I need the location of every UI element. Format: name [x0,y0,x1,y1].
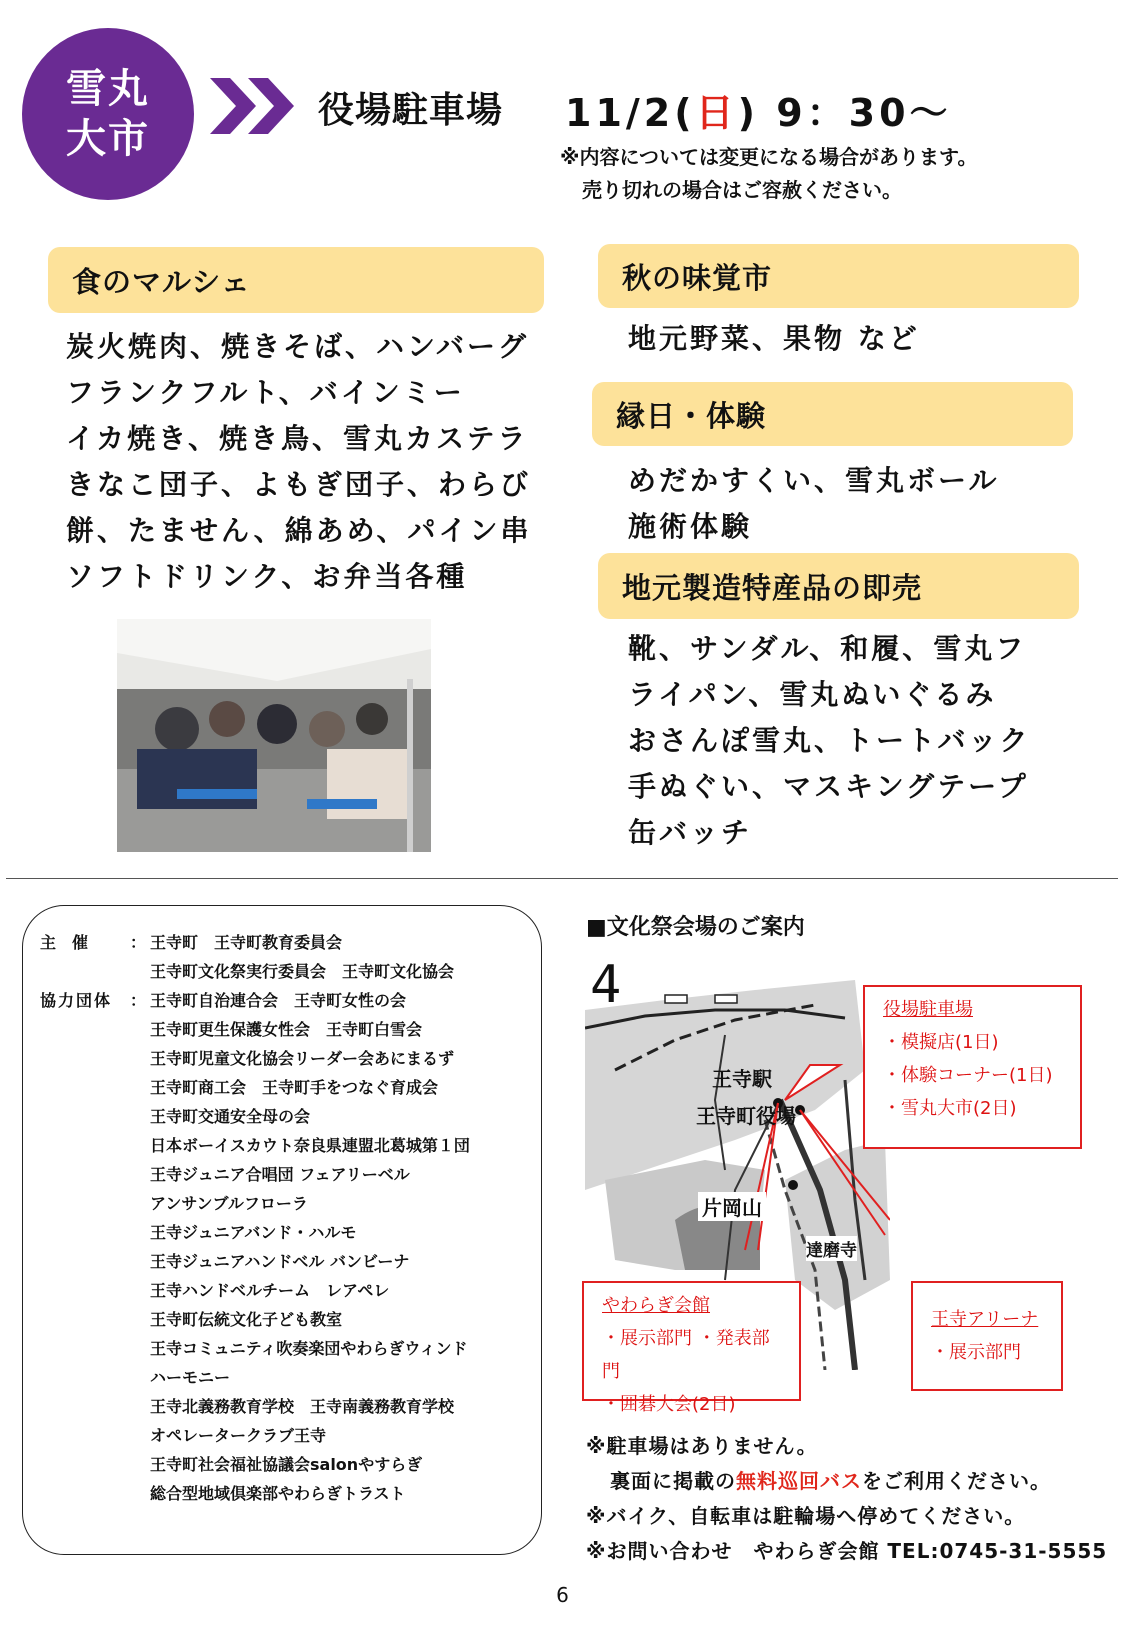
event-badge [22,28,194,200]
double-chevron-icon [210,78,302,134]
organizer-item: 王寺町交通安全母の会 [150,1107,311,1126]
map-title: ■文化祭会場のご案内 [586,915,805,940]
list-item: 靴、サンダル、和履、雪丸フ [628,632,1027,665]
organizer-item: 王寺町更生保護女性会 王寺町白雪会 [150,1020,423,1039]
local-products-header: 地元製造特産品の即売 [598,553,1079,619]
map-label-mountain: 片岡山 [698,1192,766,1221]
list-item: 施術体験 [628,510,753,543]
list-item: イカ焼き、焼き鳥、雪丸カステラ [66,422,529,455]
map-label-town-hall: 王寺町役場 [696,1104,796,1128]
list-item: 炭火焼肉、焼きそば、ハンバーグ [66,330,530,363]
list-item: 缶バッチ [628,816,753,849]
header-note: ※内容については変更になる場合があります。 売り切れの場合はご容赦ください。 [560,145,978,202]
section-divider [6,878,1118,879]
callout-arena: 王寺アリーナ ・展示部門 [911,1281,1063,1391]
ennichi-header: 縁日・体験 [592,382,1073,446]
page-number: 6 [556,1583,569,1607]
callout-yawaragi-hall: やわらぎ会館 ・展示部門 ・発表部門 ・囲碁大会(2日) [582,1281,801,1401]
map-north: 4 [590,955,622,1015]
list-item: おさんぽ雪丸、トートバック [628,724,1031,757]
organizer-item: ハーモニー [150,1368,231,1387]
map-label-temple: 達磨寺 [806,1236,857,1261]
organizer-item: 王寺町児童文化協会リーダー会あにまるず [150,1049,455,1068]
organizer-item: 王寺ジュニアハンドベル バンビーナ [150,1252,410,1271]
list-item: ソフトドリンク、お弁当各種 [66,560,468,593]
map-label-station: 王寺駅 [712,1067,772,1091]
host-label: 主 催 [40,933,89,952]
organizer-item: 王寺町自治連合会 王寺町女性の会 [150,991,407,1010]
organizer-item: 王寺町商工会 王寺町手をつなぐ育成会 [150,1078,439,1097]
venue-title: 役場駐車場 [318,90,504,131]
autumn-market-header: 秋の味覚市 [598,244,1079,308]
organizer-item: アンサンブルフローラ [150,1194,308,1213]
food-marche-list [66,324,532,600]
coop-label: 協力団体 [40,991,113,1010]
organizer-item: 王寺ハンドベルチーム レアペレ [150,1281,390,1300]
organizer-item: 王寺町伝統文化子ども教室 [150,1310,343,1329]
organizer-item: 総合型地域倶楽部やわらぎトラスト [150,1484,406,1503]
host-colon: ： [130,933,147,952]
organizer-item: オペレータークラブ王寺 [150,1426,327,1445]
list-item: 手ぬぐい、マスキングテープ [628,770,1029,803]
list-item: 餅、たません、綿あめ、パイン串 [66,514,532,547]
note-contact: ※お問い合わせ やわらぎ会館 TEL:0745-31-5555 [586,1539,1108,1563]
list-item: 地元野菜、果物 など [628,322,920,355]
list-item: めだかすくい、雪丸ボール [628,464,1000,497]
food-marche-header: 食のマルシェ [48,247,544,313]
list-item: フランクフルト、バインミー [66,376,465,409]
event-photo [117,619,431,852]
autumn-market-list [628,316,920,362]
coop-colon: ： [130,991,147,1010]
organizer-item: 王寺コミュニティ吹奏楽団やわらぎウィンド [150,1339,468,1358]
organizer-item: 王寺町文化祭実行委員会 王寺町文化協会 [150,962,455,981]
organizer-item: 王寺町社会福祉協議会salonやすらぎ [150,1455,423,1474]
organizer-item: 日本ボーイスカウト奈良県連盟北葛城第１団 [150,1136,470,1155]
note-no-parking: ※駐車場はありません。 [586,1434,818,1458]
note-free-bus: 裏面に掲載の無料巡回バスをご利用ください。 [610,1469,1051,1493]
organizer-item: 王寺北義務教育学校 王寺南義務教育学校 [150,1397,455,1416]
badge-line1: 雪丸 [66,66,150,112]
list-item: きなこ団子、よもぎ団子、わらび [66,468,532,501]
organizer-item: 王寺町 王寺町教育委員会 [150,933,343,952]
local-products-list [628,626,1030,856]
organizer-item: 王寺ジュニア合唱団 フェアリーベル [150,1165,410,1184]
list-item: ライパン、雪丸ぬいぐるみ [628,678,997,711]
note-bicycle: ※バイク、自転車は駐輪場へ停めてください。 [586,1504,1026,1528]
callout-parking: 役場駐車場 ・模擬店(1日) ・体験コーナー(1日) ・雪丸大市(2日) [863,985,1082,1149]
organizer-item: 王寺ジュニアバンド・ハルモ [150,1223,357,1242]
badge-line2: 大市 [66,116,150,162]
ennichi-list [628,458,999,550]
event-date: 11/2(日) 9：30～ [565,91,952,135]
